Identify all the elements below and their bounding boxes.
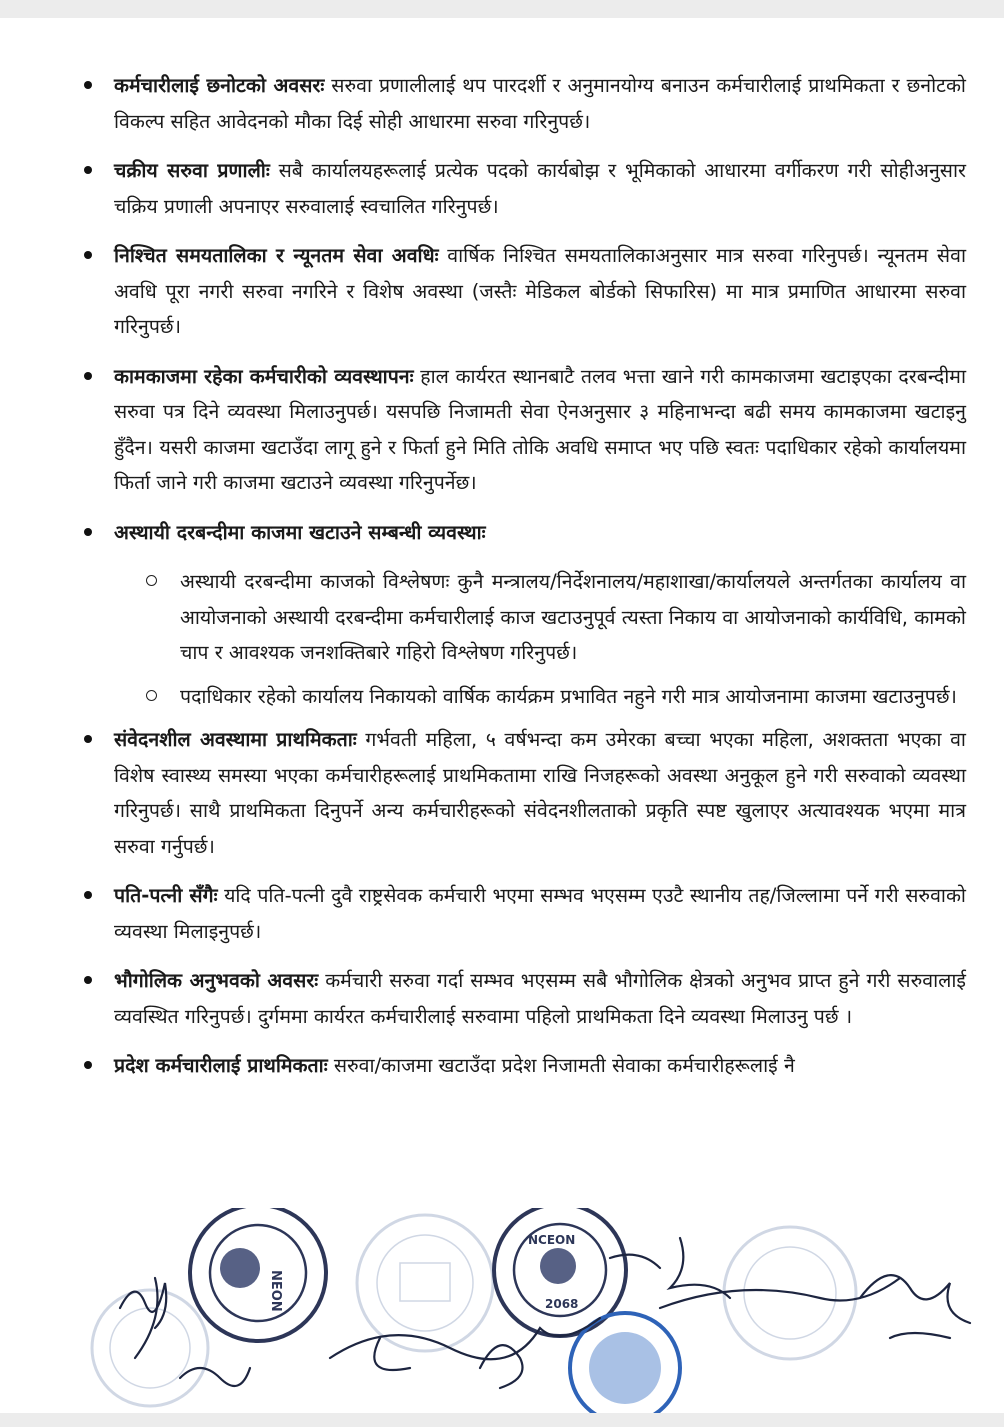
item-heading: संवेदनशील अवस्थामा प्राथमिकताः <box>114 728 357 751</box>
list-item <box>0 963 1004 1034</box>
bullet-icon <box>84 372 92 380</box>
sub-list-item <box>0 564 1004 671</box>
list-item <box>0 878 1004 949</box>
list-item <box>0 515 1004 551</box>
bullet-icon <box>84 81 92 89</box>
stamp3-label: 2068 <box>545 1297 579 1311</box>
bullet-icon <box>84 1061 92 1069</box>
paragraph: अस्थायी दरबन्दीमा काजको विश्लेषणः कुनै मन्त्रालय/निर्देशनालय/महाशाखा/कार्यालयले अन्तर्गतका कार्यालय वा आयोजनाको अस्थायी दरबन्दीमा कर्मचारीलाई काज खटाउनुपूर्व त्यस्ता निकाय वा आयोजनाको कार्यविधि, कामको चाप र आवश्यक जनशक्तिबारे गहिरो विश्लेषण गरिनुपर्छ। <box>180 570 966 664</box>
stamps-and-signatures <box>0 1208 1004 1413</box>
paragraph <box>114 153 966 224</box>
paragraph <box>114 68 966 139</box>
paragraph <box>114 722 966 864</box>
paragraph <box>114 359 966 501</box>
stamp1-label: NEON <box>268 1270 283 1312</box>
document-body <box>0 68 1004 1098</box>
sub-list-item <box>0 679 1004 715</box>
item-heading: कर्मचारीलाई छनोटको अवसरः <box>114 74 325 97</box>
circle-bullet-icon <box>146 690 157 701</box>
item-heading: कामकाजमा रहेका कर्मचारीको व्यवस्थापनः <box>114 364 414 388</box>
stamp2-label: NCEON <box>528 1233 576 1247</box>
union-seal-stamp-icon <box>190 1208 326 1341</box>
bullet-icon <box>84 976 92 984</box>
list-item <box>0 722 1004 864</box>
item-text: सबै कार्यालयहरूलाई प्रत्येक पदको कार्यबोझ र भूमिकाको आधारमा वर्गीकरण गरी सोहीअनुसार चक्रिय प्रणाली अपनाएर सरुवालाई स्वचालित गरिनुपर्छ। <box>114 159 966 218</box>
list-item <box>0 68 1004 139</box>
item-heading: चक्रीय सरुवा प्रणालीः <box>114 159 270 182</box>
item-text: वार्षिक निश्चित समयतालिकाअनुसार मात्र सरुवा गरिनुपर्छ। न्यूनतम सेवा अवधि पूरा नगरी सरुवा नगरिने र विशेष अवस्था (जस्तैः मेडिकल बोर्डको सिफारिस) मा मात्र प्रमाणित आधारमा सरुवा गरिनुपर्छ। <box>114 244 966 338</box>
bullet-icon <box>84 528 92 536</box>
list-item <box>0 359 1004 501</box>
viewer-bottom-strip <box>0 1413 1004 1427</box>
item-text: सरुवा प्रणालीलाई थप पारदर्शी र अनुमानयोग्य बनाउन कर्मचारीलाई प्राथमिकता र छनोटको विकल्प सहित आवेदनको मौका दिई सोही आधारमा सरुवा गरिनुपर्छ। <box>114 74 966 133</box>
circle-bullet-icon <box>146 575 157 586</box>
paragraph <box>114 515 966 551</box>
document-page <box>0 18 1004 1413</box>
item-text: हाल कार्यरत स्थानबाटै तलव भत्ता खाने गरी कामकाजमा खटाइएका दरबन्दीमा सरुवा पत्र दिने व्यवस्था मिलाउनुपर्छ। यसपछि निजामती सेवा ऐनअनुसार ३ महिनाभन्दा बढी समय कामकाजमा खटाइनु हुँदैन। यसरी काजमा खटाउँदा लागू हुने र फिर्ता हुने मिति तोकि अवधि समाप्त भए पछि स्वतः पदाधिकार रहेको कार्यालयमा फिर्ता जाने गरी काजमा खटाउने व्यवस्था गरिनुपर्नेछ। <box>114 364 966 494</box>
faint-stamp-middle-icon <box>357 1215 493 1351</box>
item-heading: अस्थायी दरबन्दीमा काजमा खटाउने सम्बन्धी व्यवस्थाः <box>114 520 486 544</box>
bullet-icon <box>84 251 92 259</box>
item-text: सरुवा/काजमा खटाउँदा प्रदेश निजामती सेवाका कर्मचारीहरूलाई नै <box>327 1054 795 1077</box>
bullet-icon <box>84 891 92 899</box>
list-item <box>0 153 1004 224</box>
list-item <box>0 1048 1004 1084</box>
faint-stamp-left-icon <box>92 1290 208 1406</box>
item-heading: भौगोलिक अनुभवको अवसरः <box>114 969 319 992</box>
paragraph <box>114 238 966 345</box>
paragraph <box>114 963 966 1034</box>
paragraph: पदाधिकार रहेको कार्यालय निकायको वार्षिक कार्यक्रम प्रभावित नहुने गरी मात्र आयोजनामा काजमा खटाउनुपर्छ। <box>180 684 957 708</box>
item-heading: निश्चित समयतालिका र न्यूनतम सेवा अवधिः <box>114 244 439 267</box>
item-text: यदि पति-पत्नी दुवै राष्ट्रसेवक कर्मचारी भएमा सम्भव भएसम्म एउटै स्थानीय तह/जिल्लामा पर्ने गरी सरुवाको व्यवस्था मिलाइनुपर्छ। <box>114 884 966 943</box>
bullet-icon <box>84 735 92 743</box>
item-text: कर्मचारी सरुवा गर्दा सम्भव भएसम्म सबै भौगोलिक क्षेत्रको अनुभव प्राप्त हुने गरी सरुवालाई व्यवस्थित गरिनुपर्छ। दुर्गममा कार्यरत कर्मचारीलाई सरुवामा पहिलो प्राथमिकता दिने व्यवस्था मिलाउनु पर्छ । <box>114 969 966 1028</box>
list-item <box>0 238 1004 345</box>
item-heading: पति-पत्नी सँगैः <box>114 884 218 907</box>
paragraph <box>114 1048 966 1084</box>
bullet-icon <box>84 166 92 174</box>
item-heading: प्रदेश कर्मचारीलाई प्राथमिकताः <box>114 1054 328 1077</box>
paragraph <box>114 878 966 949</box>
item-text: गर्भवती महिला, ५ वर्षभन्दा कम उमेरका बच्चा भएका महिला, अशक्तता भएका वा विशेष स्वास्थ्य समस्या भएका कर्मचारीहरूलाई प्राथमिकतामा राखि निजहरूको अवस्था अनुकूल हुने गरी सरुवाको व्यवस्था गरिनुपर्छ। साथै प्राथमिकता दिनुपर्ने अन्य कर्मचारीहरूको संवेदनशीलताको प्रकृति स्पष्ट खुलाएर अत्यावश्यक भएमा मात्र सरुवा गर्नुपर्छ। <box>114 728 966 858</box>
